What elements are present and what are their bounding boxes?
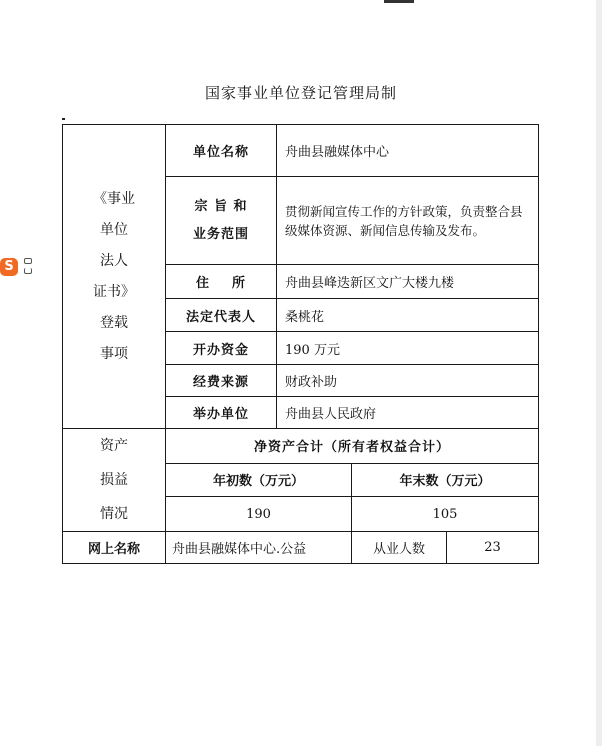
label-online-name: 网上名称 (63, 532, 166, 564)
value-staff-count: 23 (447, 532, 539, 564)
row-net-assets-header (63, 429, 539, 464)
s-logo-icon[interactable]: S (0, 258, 18, 276)
net-assets-header: 净资产合计（所有者权益合计） (166, 429, 539, 464)
value-capital: 190 万元 (277, 332, 539, 365)
label-capital: 开办资金 (166, 332, 277, 365)
value-address: 舟曲县峰迭新区文广大楼九楼 (277, 265, 539, 299)
section-label-line: 单位 (100, 221, 128, 238)
label-purpose (166, 177, 277, 265)
label-end-value: 年末数（万元） (352, 463, 539, 497)
section-label-registration (63, 125, 166, 429)
label-sponsor: 举办单位 (166, 397, 277, 429)
row-unit-name (63, 125, 539, 177)
section-label-line: 登载 (100, 314, 128, 331)
section-label-line: 事项 (100, 345, 128, 362)
corner-dot (62, 118, 65, 120)
label-begin-value: 年初数（万元） (166, 463, 352, 497)
label-legal-rep: 法定代表人 (166, 299, 277, 332)
value-funding-source: 财政补助 (277, 365, 539, 397)
section-label-line: 情况 (100, 506, 128, 522)
issuer-heading: 国家事业单位登记管理局制 (204, 84, 397, 102)
begin-value: 190 (166, 497, 352, 532)
end-value: 105 (352, 497, 539, 532)
label-staff-count: 从业人数 (352, 532, 447, 564)
floating-toolbar-badge[interactable] (0, 256, 40, 278)
label-address: 住 所 (166, 265, 277, 299)
value-online-name: 舟曲县融媒体中心.公益 (166, 532, 352, 564)
top-mark (384, 0, 414, 3)
section-label-line: 资产 (100, 438, 128, 454)
row-online-name (63, 532, 539, 564)
label-unit-name: 单位名称 (166, 125, 277, 177)
section-label-assets (63, 429, 166, 532)
value-legal-rep: 桑桃花 (277, 299, 539, 332)
value-sponsor: 舟曲县人民政府 (277, 397, 539, 429)
value-purpose: 贯彻新闻宣传工作的方针政策，负责整合县级媒体资源、新闻信息传输及发布。 (277, 177, 539, 265)
section-label-line: 损益 (100, 472, 128, 488)
section-label-line: 法人 (100, 252, 128, 269)
label-purpose-line1: 宗 旨 和 (194, 198, 248, 214)
registration-table (62, 124, 539, 564)
label-funding-source: 经费来源 (166, 365, 277, 397)
value-unit-name: 舟曲县融媒体中心 (277, 125, 539, 177)
label-purpose-line2: 业务范围 (192, 226, 249, 242)
section-label-line: 证书》 (93, 283, 135, 300)
toolbar-handle-icon[interactable] (24, 258, 32, 276)
section-label-line: 《事业 (93, 190, 135, 207)
page-edge (596, 0, 602, 746)
